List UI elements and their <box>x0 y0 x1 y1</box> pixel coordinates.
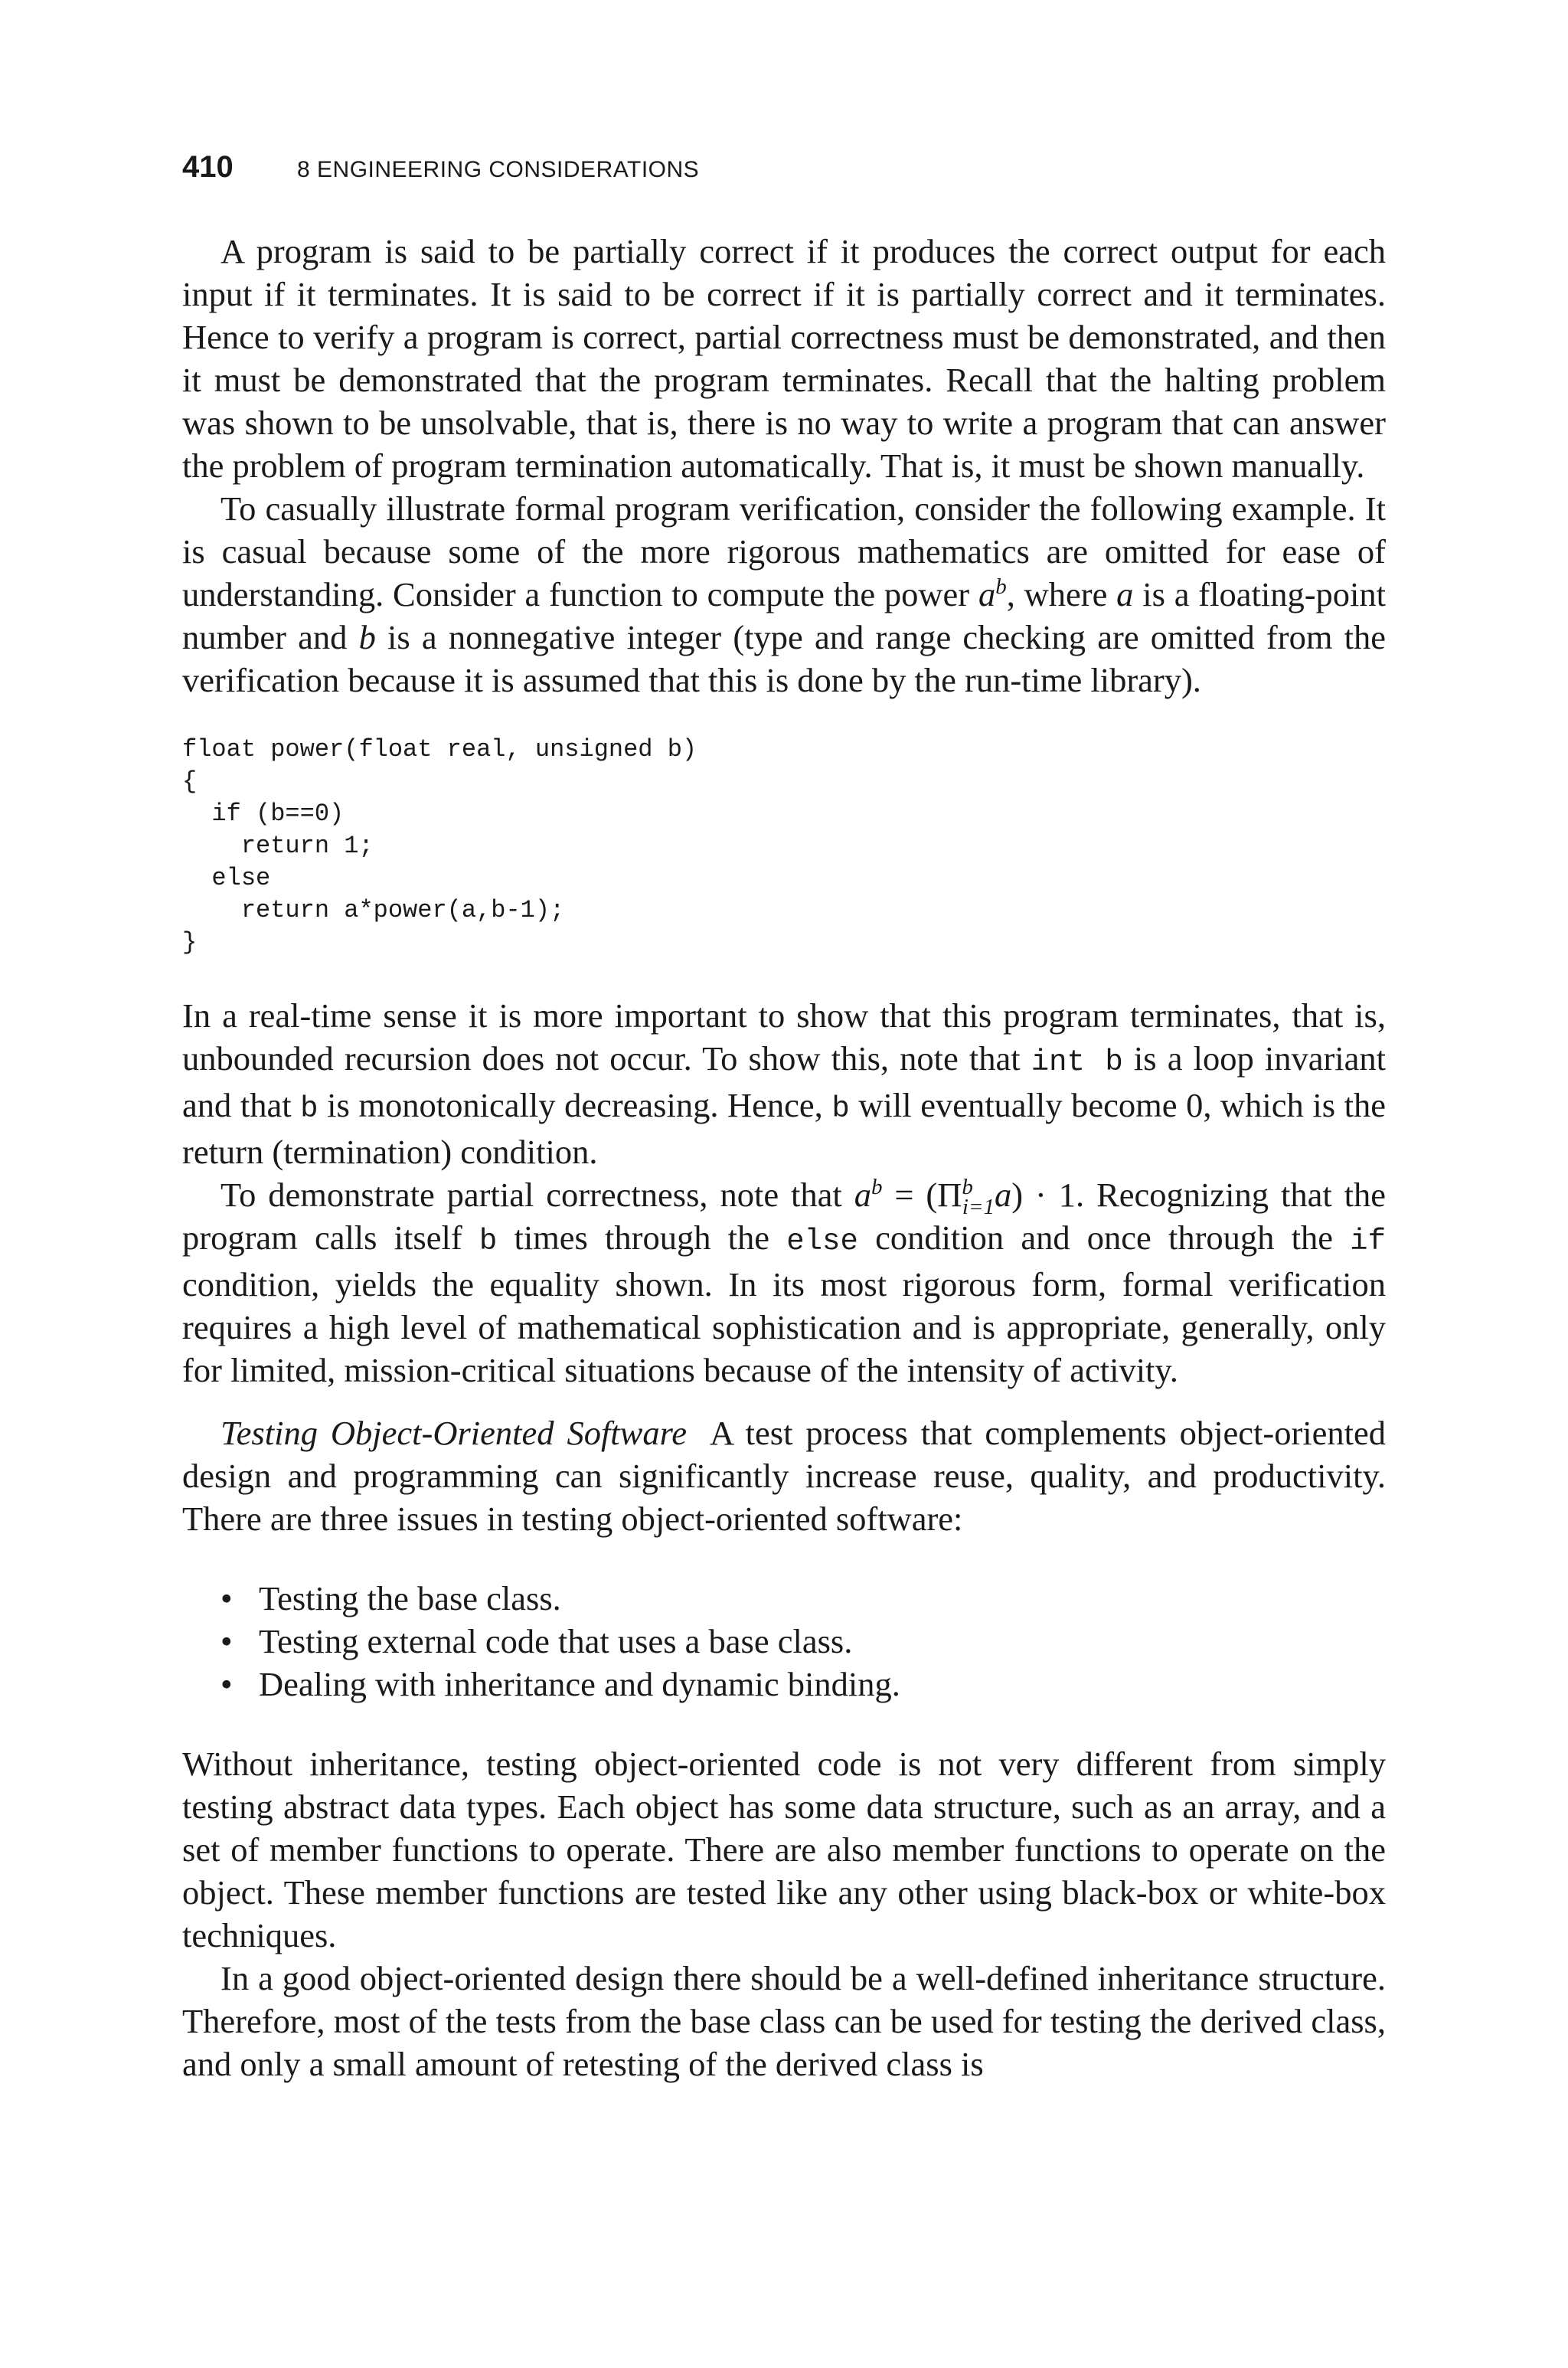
code-line: } <box>182 928 198 957</box>
paragraph-verification-example: To casually illustrate formal program verification, consider the following example. It is casual because some of the more rigorous mathematics are omitted for ease of understanding. Consider a function to compute the power $a^b$, where a is a floating-point number and b is a nonnegative integer (type and range checking are omitted from the verification because it is assumed that this is done by the run-time library). <box>182 489 1386 699</box>
bullet-list <box>182 1577 1386 1706</box>
code-line: return 1; <box>182 832 374 860</box>
inline-code: b <box>479 1225 498 1258</box>
code-line: else <box>182 864 271 892</box>
product-equation: $a^b = (\Pi^b_{i=1}a) \cdot 1$. <box>854 1175 1097 1219</box>
inline-code: b <box>300 1092 318 1126</box>
inline-code: else <box>786 1225 858 1258</box>
power-expression: $a^b$ <box>978 574 1007 613</box>
inline-code: if <box>1350 1225 1386 1258</box>
code-listing-power <box>182 734 1386 959</box>
list-item: • Testing external code that uses a base class. <box>220 1620 1386 1663</box>
running-head <box>182 150 699 185</box>
inline-code: b <box>831 1092 850 1126</box>
code-line: { <box>182 767 198 796</box>
chapter-title: 8 ENGINEERING CONSIDERATIONS <box>297 157 700 182</box>
bullet-icon: • <box>220 1665 233 1703</box>
section-run-in-heading: Testing Object-Oriented Software <box>220 1414 688 1452</box>
list-item: • Testing the base class. <box>220 1577 1386 1620</box>
bullet-icon: • <box>220 1622 233 1660</box>
paragraph-testing-oo: Testing Object-Oriented Software A test process that complements object-oriented design and programming can significantly increase reuse, quality, and productivity. There are three issues in testing object-oriented software: <box>182 1414 1386 1538</box>
paragraph-partial-correctness: A program is said to be partially correct if it produces the correct output for each input if it terminates. It is said to be correct if it is partially correct and it terminates. Hence to verify a program is correct, partial correctness must be demonstrated, and then it must be demonstrated that the program terminates. Recall that the halting problem was shown to be unsolvable, that is, there is no way to write a program that can answer the problem of program termination automatically. That is, it must be shown manually. <box>182 232 1386 485</box>
paragraph-without-inheritance: Without inheritance, testing object-oriented code is not very different from simply testing abstract data types. Each object has some data structure, such as an array, and a set of member functions to operate. There are also member functions to operate on the object. These member functions are tested like any other using black-box or white-box techniques. <box>182 1745 1386 1954</box>
code-line: return a*power(a,b-1); <box>182 896 565 924</box>
list-item: • Dealing with inheritance and dynamic binding. <box>220 1663 1386 1706</box>
bullet-icon: • <box>220 1579 233 1617</box>
code-line: float power(float real, unsigned b) <box>182 735 697 764</box>
paragraph-termination: In a real-time sense it is more important to show that this program terminates, that is, unbounded recursion does not occur. To show this, note that int b is a loop invariant and that b is monotonically decreasing. Hence, b will eventually become 0, which is the return (termination) condition. <box>182 996 1386 1171</box>
code-line: if (b==0) <box>182 800 345 828</box>
paragraph-partial-correctness-proof: To demonstrate partial correctness, note that $a^b = (\Pi^b_{i=1}a) \cdot 1$. Recognizing that the program calls itself b times through the else condition and once through the if condition, yields the equality shown. In its most rigorous form, formal verification requires a high level of mathematical sophistication and is appropriate, generally, only for limited, mission-critical situations because of the intensity of activity. <box>182 1175 1386 1389</box>
page-number: 410 <box>182 150 234 184</box>
body-text <box>182 230 1386 2085</box>
paragraph-good-oo-design: In a good object-oriented design there should be a well-defined inheritance structure. Therefore, most of the tests from the base class can be used for testing the derived class, and only a small amount of retesting of the derived class is <box>182 1959 1386 2083</box>
inline-code: int b <box>1031 1045 1123 1079</box>
